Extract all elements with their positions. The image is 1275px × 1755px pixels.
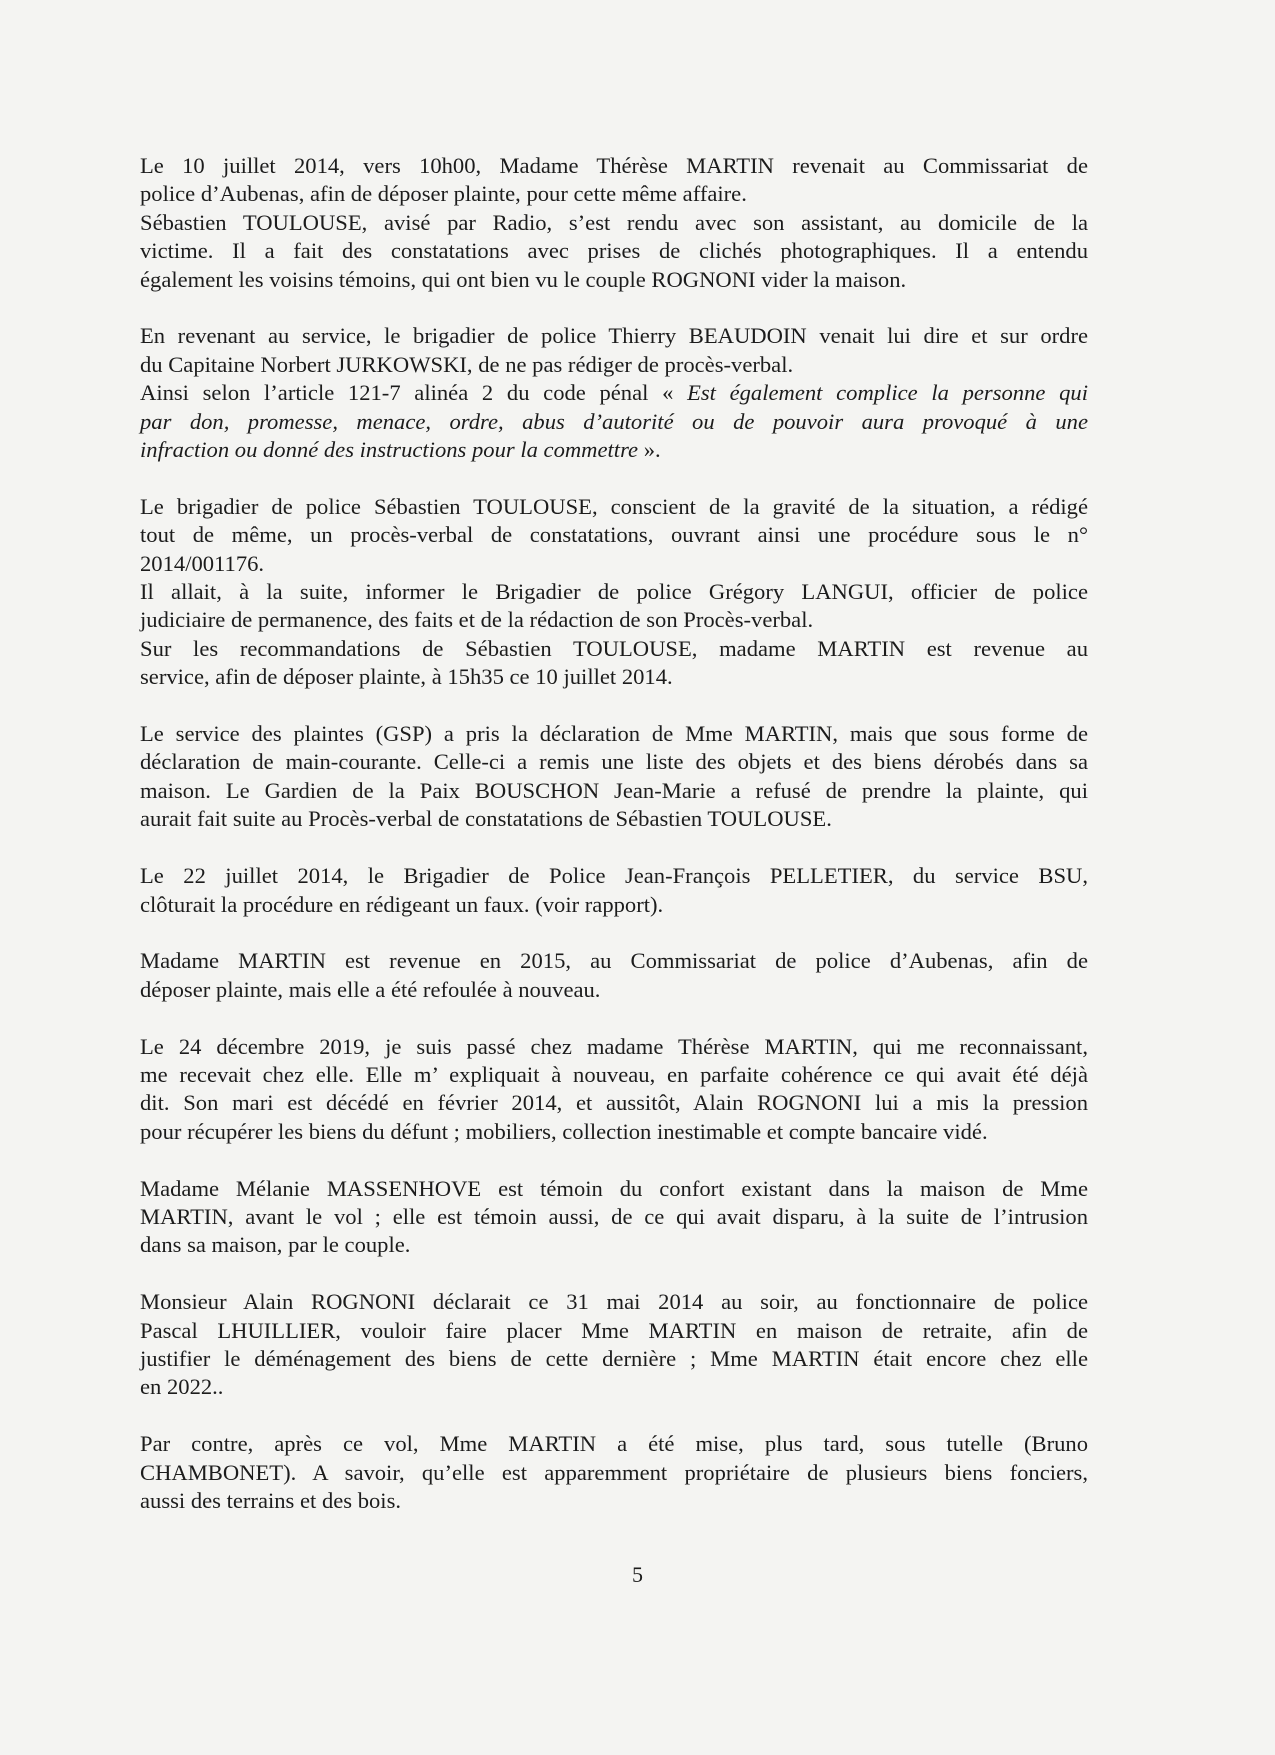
text-line: Il allait, à la suite, informer le Brigadier de police Grégory LANGUI, officier de police	[140, 579, 1088, 605]
text-line: aurait fait suite au Procès-verbal de constatations de Sébastien TOULOUSE.	[140, 806, 832, 832]
paragraph	[140, 947, 1088, 1004]
text-line: également les voisins témoins, qui ont bien vu le couple ROGNONI vider la maison.	[140, 266, 907, 292]
paragraph	[140, 1175, 1088, 1260]
text-line: police d’Aubenas, afin de déposer plainte, pour cette même affaire.	[140, 181, 747, 207]
paragraph	[140, 1033, 1088, 1147]
text-line: Par contre, après ce vol, Mme MARTIN a été mise, plus tard, sous tutelle (Bruno	[140, 1431, 1088, 1457]
paragraph	[140, 322, 1088, 464]
paragraph	[140, 152, 1088, 294]
text-line: déposer plainte, mais elle a été refoulée à nouveau.	[140, 976, 601, 1002]
text-line: dit. Son mari est décédé en février 2014, et aussitôt, Alain ROGNONI lui a mis la pression	[140, 1090, 1088, 1116]
text-line: en 2022..	[140, 1374, 224, 1400]
text-line: aussi des terrains et des bois.	[140, 1487, 402, 1513]
text-line: service, afin de déposer plainte, à 15h35 ce 10 juillet 2014.	[140, 664, 673, 690]
text-line: Madame Mélanie MASSENHOVE est témoin du confort existant dans la maison de Mme	[140, 1175, 1088, 1201]
text-line: du Capitaine Norbert JURKOWSKI, de ne pas rédiger de procès-verbal.	[140, 351, 794, 377]
text-line: tout de même, un procès-verbal de constatations, ouvrant ainsi une procédure sous le n°	[140, 522, 1088, 548]
text-line: justifier le déménagement des biens de cette dernière ; Mme MARTIN était encore chez elle	[140, 1345, 1088, 1371]
paragraph	[140, 720, 1088, 834]
text-line: Sébastien TOULOUSE, avisé par Radio, s’est rendu avec son assistant, au domicile de la	[140, 209, 1088, 235]
text-line: par don, promesse, menace, ordre, abus d’autorité ou de pouvoir aura provoqué à une	[140, 408, 1088, 434]
text-line: victime. Il a fait des constatations avec prises de clichés photographiques. Il a entendu	[140, 238, 1088, 264]
text-line: Sur les recommandations de Sébastien TOULOUSE, madame MARTIN est revenue au	[140, 635, 1088, 661]
text-line: Le service des plaintes (GSP) a pris la déclaration de Mme MARTIN, mais que sous forme de	[140, 721, 1088, 747]
text-line: Le 10 juillet 2014, vers 10h00, Madame Thérèse MARTIN revenait au Commissariat de	[140, 153, 1088, 178]
text-line: clôturait la procédure en rédigeant un faux. (voir rapport).	[140, 891, 664, 917]
text-line: CHAMBONET). A savoir, qu’elle est apparemment propriétaire de plusieurs biens fonciers,	[140, 1459, 1088, 1485]
text-line: Madame MARTIN est revenue en 2015, au Commissariat de police d’Aubenas, afin de	[140, 948, 1088, 974]
text-line: me recevait chez elle. Elle m’ expliquait à nouveau, en parfaite cohérence ce qui avait été déjà	[140, 1061, 1088, 1087]
text-line: dans sa maison, par le couple.	[140, 1232, 411, 1258]
text-line: Ainsi selon l’article 121-7 alinéa 2 du code pénal « Est également complice la personne qui	[140, 380, 1088, 406]
page-number: 5	[632, 1562, 643, 1587]
text-line: 2014/001176.	[140, 550, 265, 576]
text-line: Le 24 décembre 2019, je suis passé chez madame Thérèse MARTIN, qui me reconnaissant,	[140, 1033, 1088, 1059]
text-line: judiciaire de permanence, des faits et de la rédaction de son Procès-verbal.	[140, 607, 814, 633]
text-line: Le brigadier de police Sébastien TOULOUSE, conscient de la gravité de la situation, a rédigé	[140, 493, 1088, 519]
text-line: Monsieur Alain ROGNONI déclarait ce 31 mai 2014 au soir, au fonctionnaire de police	[140, 1289, 1088, 1315]
text-line: Pascal LHUILLIER, vouloir faire placer Mme MARTIN en maison de retraite, afin de	[140, 1317, 1088, 1343]
document-body	[140, 152, 1088, 1544]
text-line: Le 22 juillet 2014, le Brigadier de Police Jean-François PELLETIER, du service BSU,	[140, 863, 1088, 889]
text-line: pour récupérer les biens du défunt ; mobiliers, collection inestimable et compte bancaire vidé.	[140, 1118, 988, 1144]
paragraph	[140, 1288, 1088, 1402]
text-line: MARTIN, avant le vol ; elle est témoin aussi, de ce qui avait disparu, à la suite de l’intrusion	[140, 1203, 1088, 1229]
text-line: En revenant au service, le brigadier de police Thierry BEAUDOIN venait lui dire et sur ordre	[140, 323, 1088, 349]
paragraph	[140, 493, 1088, 692]
text-line: infraction ou donné des instructions pour la commettre ».	[140, 437, 661, 463]
paragraph	[140, 862, 1088, 919]
text-line: déclaration de main-courante. Celle-ci a remis une liste des objets et des biens dérobés dans sa	[140, 749, 1088, 775]
text-line: maison. Le Gardien de la Paix BOUSCHON Jean-Marie a refusé de prendre la plainte, qui	[140, 777, 1088, 803]
paragraph	[140, 1430, 1088, 1515]
